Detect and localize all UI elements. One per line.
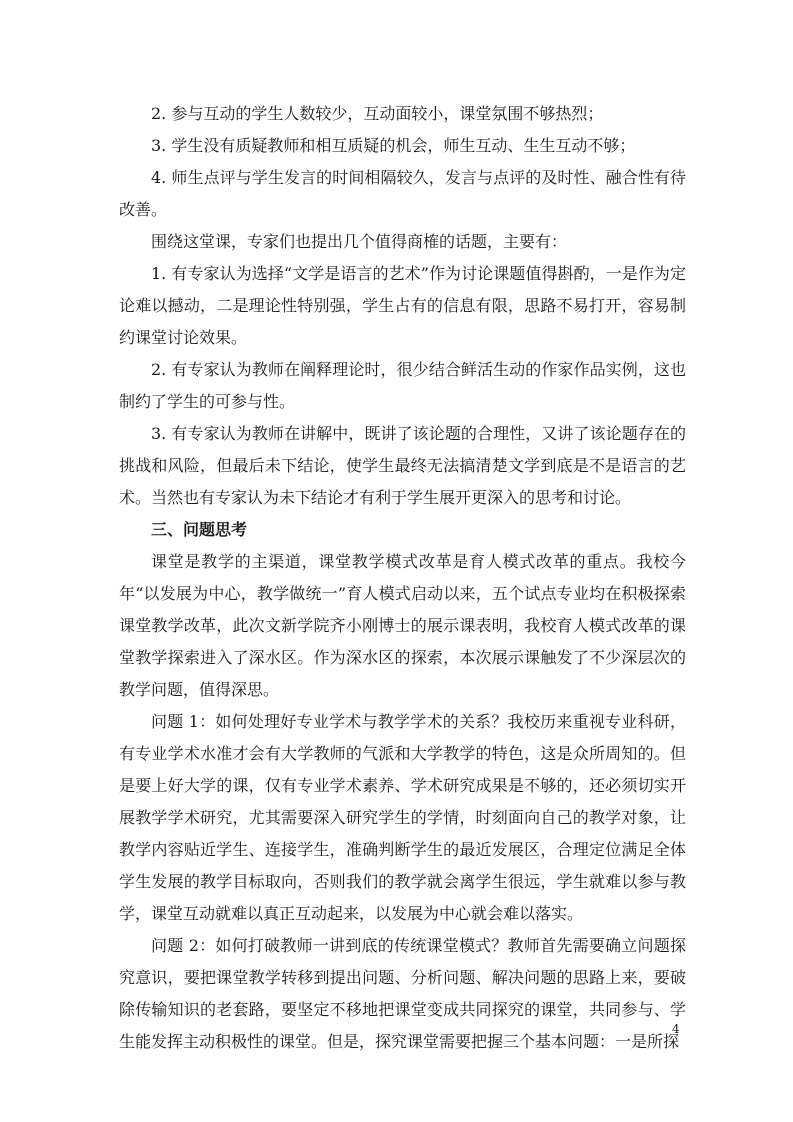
document-page (119, 98, 686, 1058)
list-item-issue-4: 4. 师生点评与学生发言的时间相隔较久，发言与点评的及时性、融合性有待改善。 (119, 168, 686, 219)
body-paragraph-intro: 课堂是教学的主渠道，课堂教学模式改革是育人模式改革的重点。我校今年“以发展为中心，教学做统一”育人模式启动以来，五个试点专业均在积极探索课堂教学改革，此次文新学院齐小刚博士的展示课表明，我校育人模式改革的课堂教学探索进入了深水区。作为深水区的探索，本次展示课触发了不少深层次的教学问题，值得深思。 (119, 552, 686, 699)
expert-point-2: 2. 有专家认为教师在阐释理论时，很少结合鲜活生动的作家作品实例，这也制约了学生的可参与性。 (119, 360, 686, 411)
expert-point-3: 3. 有专家认为教师在讲解中，既讲了该论题的合理性，又讲了该论题存在的挑战和风险，但最后未下结论，使学生最终无法搞清楚文学到底是不是语言的艺术。当然也有专家认为未下结论才有利于学生展开更深入的思考和讨论。 (119, 424, 686, 507)
expert-intro-paragraph: 围绕这堂课，专家们也提出几个值得商榷的话题，主要有： (151, 232, 568, 251)
page-number: 4 (672, 1022, 680, 1036)
body-paragraph-question-2: 问题 2：如何打破教师一讲到底的传统课堂模式？教师首先需要确立问题探究意识，要把课堂教学转移到提出问题、分析问题、解决问题的思路上来，要破除传输知识的老套路，要坚定不移地把课堂变成共同探究的课堂，共同参与、学生能发挥主动积极性的课堂。但是，探究课堂需要把握三个基本问题：一是所探 (119, 936, 686, 1051)
section-heading: 三、问题思考 (151, 520, 248, 539)
list-item-issue-2: 2. 参与互动的学生人数较少，互动面较小，课堂氛围不够热烈； (151, 104, 604, 123)
body-paragraph-question-1: 问题 1：如何处理好专业学术与教学学术的关系？我校历来重视专业科研，有专业学术水准才会有大学教师的气派和大学教学的特色，这是众所周知的。但是要上好大学的课，仅有专业学术素养、学术研究成果是不够的，还必须切实开展教学学术研究，尤其需要深入研究学生的学情，时刻面向自己的教学对象，让教学内容贴近学生、连接学生，准确判断学生的最近发展区，合理定位满足全体学生发展的教学目标取向，否则我们的教学就会离学生很远，学生就难以参与教学，课堂互动就难以真正互动起来，以发展为中心就会难以落实。 (119, 712, 686, 923)
list-item-issue-3: 3. 学生没有质疑教师和相互质疑的机会，师生互动、生生互动不够； (151, 136, 636, 155)
expert-point-1: 1. 有专家认为选择“文学是语言的艺术”作为讨论课题值得斟酌，一是作为定论难以撼动，二是理论性特别强，学生占有的信息有限，思路不易打开，容易制约课堂讨论效果。 (119, 264, 686, 347)
